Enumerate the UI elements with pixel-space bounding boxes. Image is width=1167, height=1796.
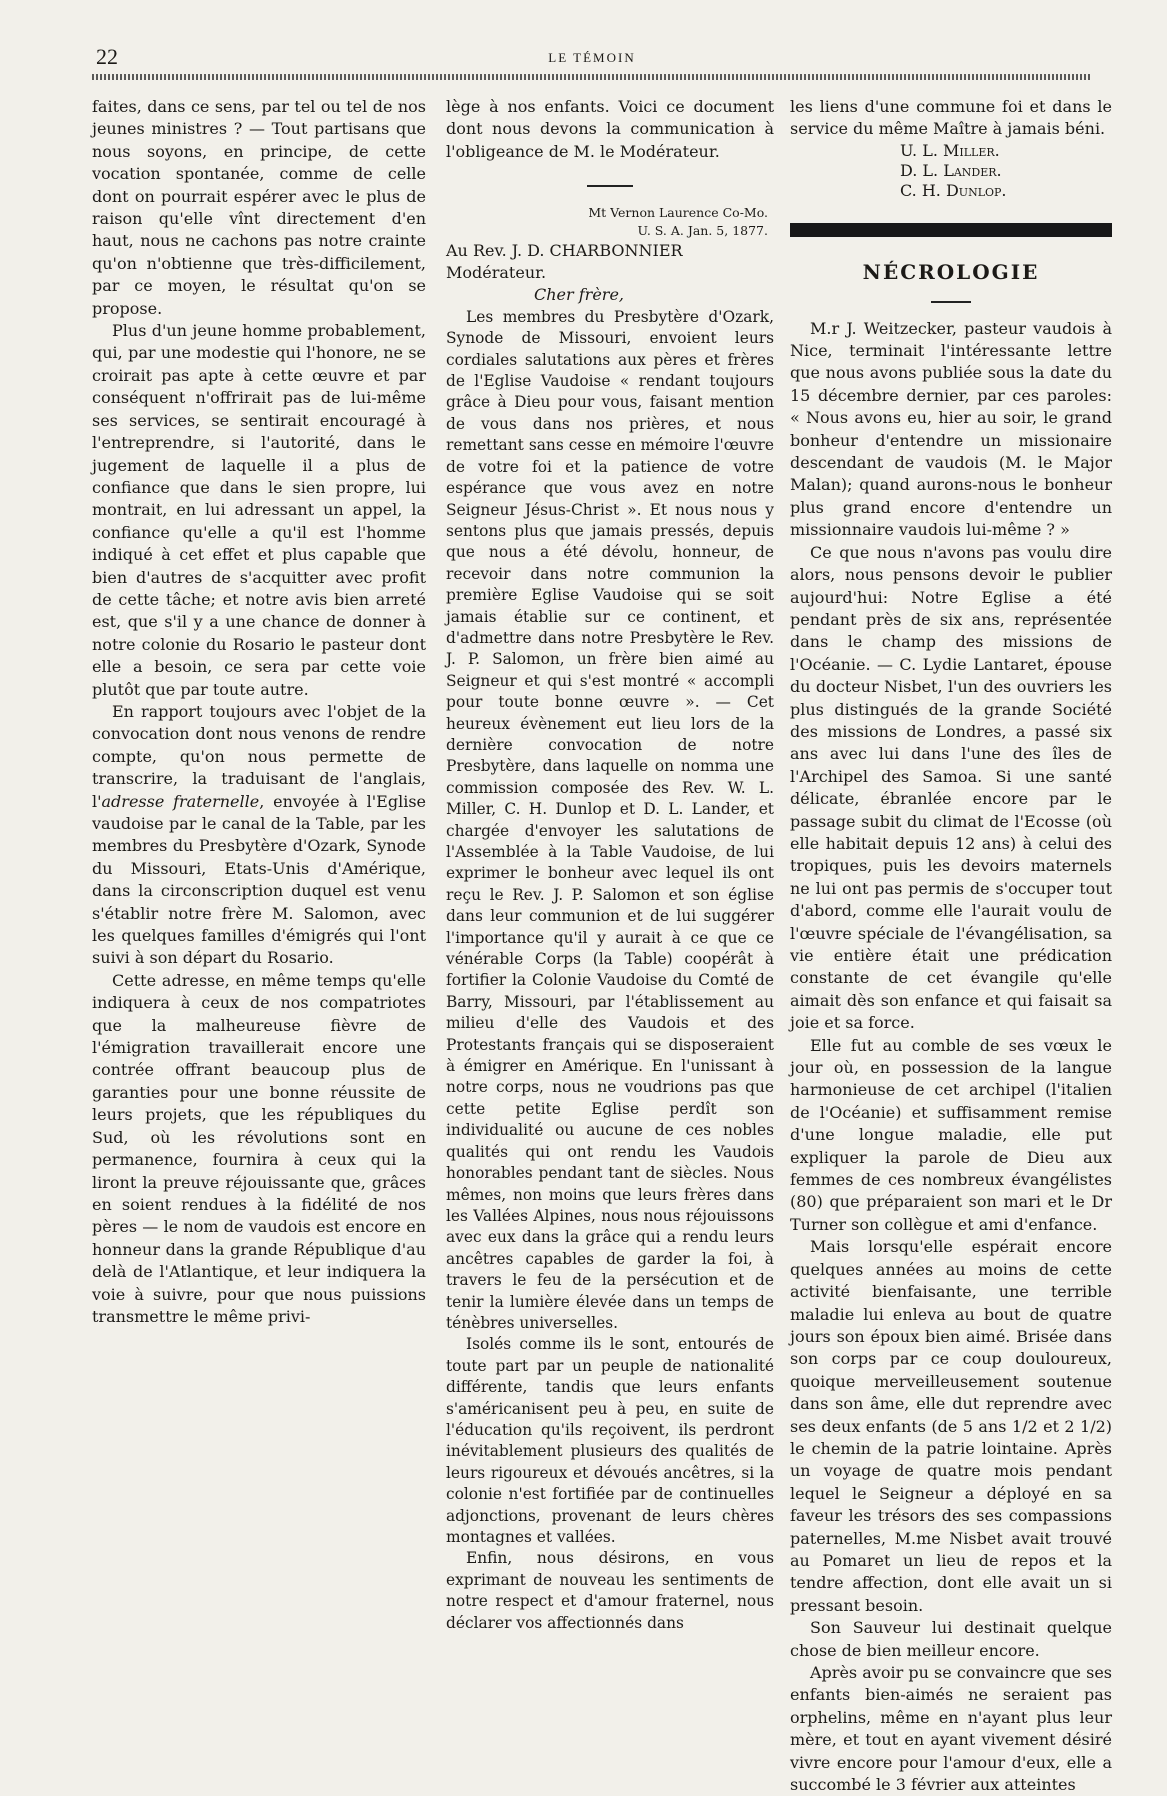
text-run: , envoyée à l'Eglise vaudoise par le canal de la Table, par les membres du Presbytère d'Ozark, Synode du Missouri, Etats-Unis d'Amérique, dans la circonscription duquel est venu s'établir notre frère M. Salomon, avec les quelques familles d'émigrés qui l'ont suivi à son départ du Rosario. (92, 791, 426, 968)
paragraph: Plus d'un jeune homme probablement, qui, par une modestie qui l'honore, ne se croirait pas apte à cette œuvre et par conséquent n'offrirait pas de lui-même ses services, se sentirait encouragé à l'entreprendre, si l'autorité, dans le jugement de laquelle il a plus de confiance que dans le sien propre, lui montrait, en lui adressant un appel, la confiance qu'elle a qu'il est l'homme indiqué à cet effet et plus capable que bien d'autres de s'acquitter avec profit de cette tâche; et notre avis bien arreté est, que s'il y a une chance de donner à notre colonie du Rosario le pasteur dont elle a besoin, ce sera par cette voie plutôt que par toute autre. (92, 321, 426, 699)
paragraph: Son Sauveur lui destinait quelque chose de bien meilleur encore. (790, 1618, 1112, 1660)
paragraph: Ce que nous n'avons pas voulu dire alors, nous pensons devoir le publier aujourd'hui: Notre Eglise a été pendant près de six ans, représentée dans le champ des missions de l'Océanie. — C. Lydie Lantaret, épouse du docteur Nisbet, l'un des ouvriers les plus distingués de la grande Société des missions de Londres, a passé six ans avec lui dans l'une des îles de l'Archipel des Samoa. Si une santé délicate, ébranlée encore par le passage subit du climat de l'Ecosse (où elle habitait depuis 12 ans) à celui des tropiques, puis les devoirs maternels ne lui ont pas permis de s'occuper tout d'abord, comme elle l'aurait voulu de l'œuvre spéciale de l'évangélisation, sa vie entière était une prédication constante de cet évangile qu'elle aimait dès son enfance et qui faisait sa joie et sa force. (790, 542, 1112, 1033)
column-3 (790, 96, 1112, 1796)
dateline (446, 204, 768, 240)
text-run: En rapport toujours avec l'objet de la convocation dont nous venons de rendre compte, qu'on nous permette de transcrire, la traduisant de l'anglais, l' (92, 701, 426, 811)
signature: C. H. Dunlop. (900, 180, 1007, 200)
paragraph: Enfin, nous désirons, en vous exprimant de nouveau les sentiments de notre respect et d'amour fraternel, nous déclarer vos affectionnés dans (446, 1549, 774, 1632)
recipient: Au Rev. J. D. CHARBONNIER Modérateur. (446, 240, 683, 283)
section-heading: NÉCROLOGIE (862, 259, 1040, 284)
section-divider (790, 223, 1112, 237)
paragraph: M.r J. Weitzecker, pasteur vaudois à Nice, terminait l'intéressante lettre que nous avons publiée sous la date du 15 décembre dernier, par ces paroles: « Nous avons eu, hier au soir, le grand bonheur d'entendre un missionaire descendant de vaudois (M. le Major Malan); quand aurons-nous le bonheur plus grand encore d'entendre un missionnaire vaudois lui-même ? » (790, 318, 1112, 540)
separator (446, 171, 774, 193)
signature: U. L. Miller. (900, 140, 1000, 160)
italic-run: adresse fraternelle (101, 791, 260, 811)
paragraph: faites, dans ce sens, par tel ou tel de nos jeunes ministres ? — Tout partisans que nous soyons, en principe, de cette vocation spontanée, comme de celle dont on pourrait espérer avec le plus de raison qu'elle vînt directement d'en haut, nous ne cachons pas notre crainte qu'on n'obtienne que très-difficilement, par ce moyen, le résultat qu'on se propose. (92, 97, 426, 318)
dateline-line: Mt Vernon Laurence Co-Mo. (588, 204, 768, 220)
column-2 (446, 96, 774, 1634)
dateline-line: U. S. A. Jan. 5, 1877. (637, 222, 768, 238)
paragraph: Mais lorsqu'elle espérait encore quelques années au moins de cette activité bienfaisante, une terrible maladie lui enleva au bout de quatre jours son époux bien aimé. Brisée dans son corps par ce coup douloureux, quoique merveilleusement soutenue dans son âme, elle dut reprendre avec ses deux enfants (de 5 ans 1/2 et 2 1/2) le chemin de la patrie lointaine. Après un voyage de quatre mois pendant lequel le Seigneur a déployé en sa faveur les trésors des ses compassions paternelles, M.me Nisbet avait trouvé au Pomaret un lieu de repos et la tendre affection, dont elle avait un si pressant besoin. (790, 1237, 1112, 1615)
page-number: 22 (96, 44, 118, 69)
column-1 (92, 96, 426, 1328)
paragraph: Les membres du Presbytère d'Ozark, Synode de Missouri, envoient leurs cordiales salutations aux pères et frères de l'Eglise Vaudoise « rendant toujours grâce à Dieu pour vous, faisant mention de vous dans nos prières, et nous remettant sans cesse en mémoire l'œuvre de votre foi et la patience de votre espérance que vous avez en notre Seigneur Jésus-Christ ». Et nous nous y sentons plus que jamais pressés, depuis que nous a été dévolu, honneur, de recevoir dans notre communion la première Eglise Vaudoise qui se soit jamais établie sur ce continent, et d'admettre dans notre Presbytère le Rev. J. P. Salomon, un frère bien aimé au Seigneur et qui s'est montré « accompli pour toute bonne œuvre ». — Cet heureux évènement eut lieu lors de la dernière convocation de notre Presbytère, dans laquelle on nomma une commission composée des Rev. W. L. Miller, C. H. Dunlop et D. L. Lander, et chargée d'envoyer les salutations de l'Assemblée à la Table Vaudoise, de lui exprimer le bonheur avec lequel ils ont reçu le Rev. J. P. Salomon et son église dans leur communion et de lui suggérer l'importance qu'il y aurait à ce que ce vénérable Corps (la Table) coopérât à fortifier la Colonie Vaudoise du Comté de Barry, Missouri, par l'établissement au milieu d'elle des Vaudois et des Protestants français qui se disposeraient à émigrer en Amérique. En l'unissant à notre corps, nous ne voudrions pas que cette petite Eglise perdît son individualité ou aucune de ces nobles qualités qui ont rendu les Vaudois honorables pendant tant de siècles. Nous mêmes, non moins que leurs frères dans les Vallées Alpines, nous nous réjouissons avec eux dans la grâce qui a rendu leurs ancêtres capables de garder la foi, à travers le feu de la persécution et de tenir la lumière élevée dans un temps de ténèbres universelles. (446, 307, 774, 1332)
running-title: LE TÉMOIN (548, 50, 636, 65)
paragraph: Isolés comme ils le sont, entourés de toute part par un peuple de nationalité différente, tandis que leurs enfants s'américanisent peu à peu, en suite de l'éducation qu'ils reçoivent, ils perdront inévitablement plusieurs des qualités de leurs rigoureux et dévoués ancêtres, si la colonie n'est fortifiée par de continuelles adjonctions, provenant de leurs chères montagnes et vallées. (446, 1335, 774, 1546)
paragraph (92, 701, 426, 970)
paragraph: Cette adresse, en même temps qu'elle indiquera à ceux de nos compatriotes que la malheureuse fièvre de l'émigration travaillerait encore une contrée offrant beaucoup plus de garanties pour une bonne réussite de leurs projets, que les républiques du Sud, où les révolutions sont en permanence, fournira à ceux qui la liront la preuve réjouissante que, grâces en soient rendues à la fidélité de nos pères — le nom de vaudois est encore en honneur dans la grande République d'au delà de l'Atlantique, et leur indiquera la voie à suivre, pour que nous puissions transmettre le même privi- (92, 970, 426, 1326)
paragraph: Elle fut au comble de ses vœux le jour où, en possession de la langue harmonieuse de cet archipel (l'italien de l'Océanie) et suffisamment remise d'une longue maladie, elle put expliquer la parole de Dieu aux femmes de ces nombreux évangélistes (80) que préparaient son mari et le Dr Turner son collègue et ami d'enfance. (790, 1035, 1112, 1234)
signature: D. L. Lander. (900, 160, 1002, 180)
paragraph: Après avoir pu se convaincre que ses enfants bien-aimés ne seraient pas orphelins, même en n'ayant plus leur mère, et tout en ayant vivement désiré vivre encore pour l'amour d'eux, elle a succombé le 3 février aux atteintes (790, 1663, 1112, 1795)
salutation: Cher frère, (534, 285, 624, 305)
paragraph: lège à nos enfants. Voici ce document dont nous devons la communication à l'obligeance de M. le Modérateur. (446, 97, 774, 161)
header-rule (92, 74, 1092, 80)
paragraph: les liens d'une commune foi et dans le service du même Maître à jamais béni. (790, 97, 1112, 139)
separator (790, 287, 1112, 309)
page-header (92, 38, 1092, 68)
signatures (790, 141, 1084, 201)
